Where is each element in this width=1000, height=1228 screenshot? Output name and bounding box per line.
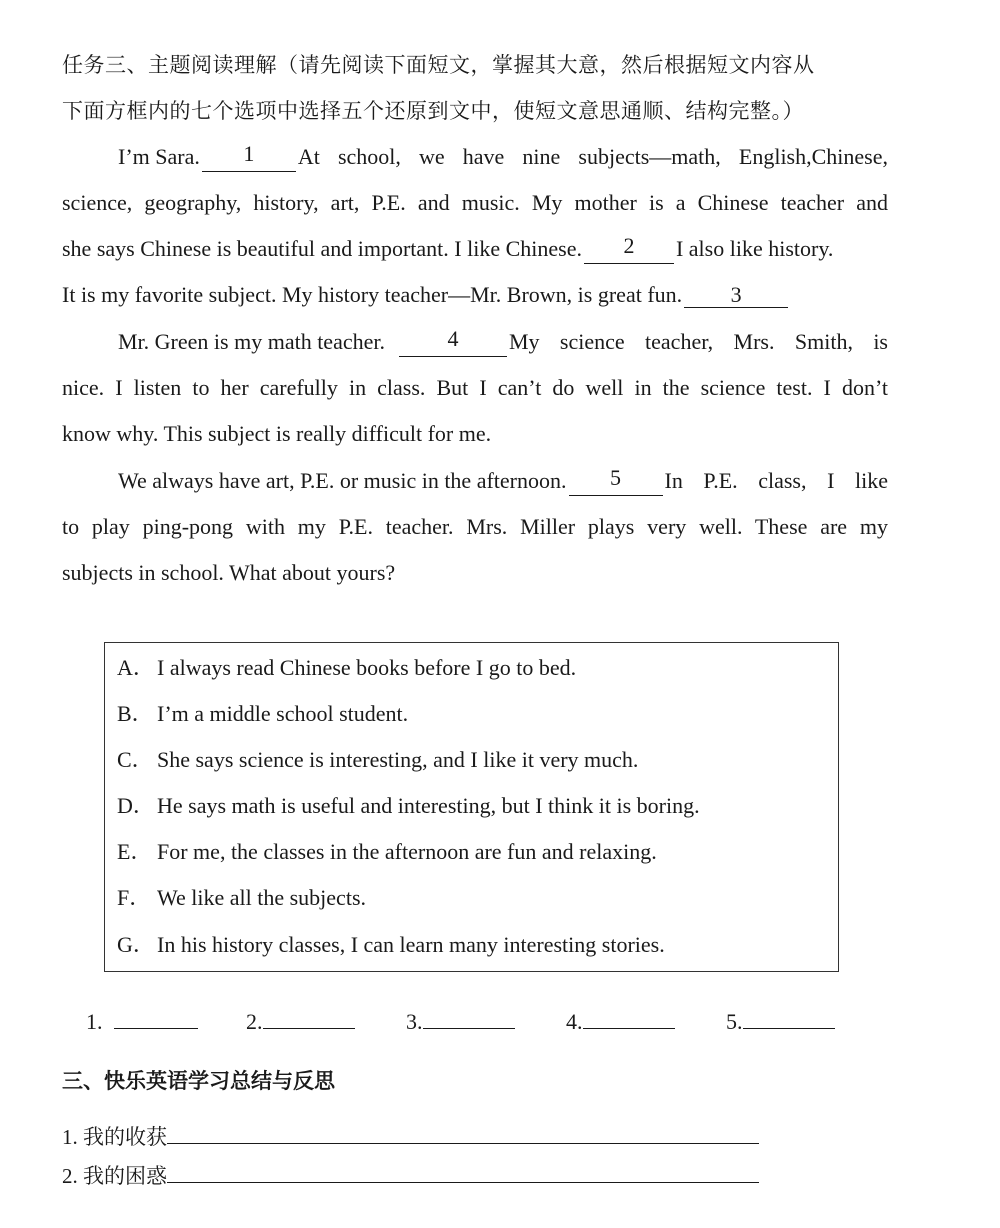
passage-line	[62, 234, 888, 264]
passage-text: I’m Sara.	[118, 144, 200, 169]
passage-line: subjects in school. What about yours?	[62, 560, 396, 585]
answer-blank-5[interactable]	[743, 1006, 835, 1029]
passage-line	[118, 142, 888, 172]
passage-text: It is my favorite subject. My history teacher—Mr. Brown, is great fun.	[62, 282, 683, 307]
answer-number: 2.	[246, 1009, 263, 1034]
passage-text: she says Chinese is beautiful and important. I like Chinese.	[62, 236, 582, 261]
passage-text: At school, we have nine subjects—math, English,Chinese,	[297, 144, 888, 169]
option-text: I always read Chinese books before I go to bed.	[157, 655, 577, 680]
option-c	[117, 745, 638, 775]
passage-text: In P.E. class, I like	[664, 468, 888, 493]
option-text: She says science is interesting, and I like it very much.	[157, 747, 639, 772]
option-e	[117, 837, 657, 867]
answer-1	[86, 1006, 198, 1037]
answer-5	[726, 1006, 835, 1037]
section-heading: 三、快乐英语学习总结与反思	[62, 1069, 335, 1093]
answer-3	[406, 1006, 515, 1037]
option-text: I’m a middle school student.	[157, 701, 409, 726]
answer-number: 3.	[406, 1009, 423, 1034]
passage-line: know why. This subject is really difficult for me.	[62, 421, 492, 446]
passage-line: science, geography, history, art, P.E. and music. My mother is a Chinese teacher and	[62, 190, 888, 215]
answer-2	[246, 1006, 355, 1037]
reflection-item-1	[62, 1121, 759, 1152]
option-a	[117, 653, 576, 683]
answer-blank-2[interactable]	[263, 1006, 355, 1029]
answer-number: 5.	[726, 1009, 743, 1034]
option-text: We like all the subjects.	[157, 885, 366, 910]
option-text: In his history classes, I can learn many interesting stories.	[157, 932, 665, 957]
task-instruction-line-1: 任务三、主题阅读理解（请先阅读下面短文，掌握其大意，然后根据短文内容从	[62, 53, 815, 77]
passage-line	[118, 327, 888, 357]
option-b	[117, 699, 408, 729]
option-text: For me, the classes in the afternoon are fun and relaxing.	[157, 839, 657, 864]
option-letter: G．	[117, 932, 155, 957]
options-box	[104, 642, 839, 972]
reflection-label: 我的困惑	[83, 1164, 167, 1188]
option-letter: A．	[117, 655, 155, 680]
blank-2[interactable]: 2	[584, 234, 674, 264]
reflection-input-1[interactable]	[167, 1121, 759, 1144]
passage-text: I also like history.	[675, 236, 834, 261]
answer-blank-4[interactable]	[583, 1006, 675, 1029]
passage-text: Mr. Green is my math teacher.	[118, 329, 385, 354]
passage-text: We always have art, P.E. or music in the afternoon.	[118, 468, 567, 493]
option-text: He says math is useful and interesting, but I think it is boring.	[157, 793, 700, 818]
option-letter: D．	[117, 793, 155, 818]
reflection-number: 2.	[62, 1164, 78, 1188]
passage-line	[62, 280, 790, 310]
option-letter: E．	[117, 839, 153, 864]
blank-4[interactable]: 4	[399, 327, 507, 357]
option-letter: F．	[117, 885, 152, 910]
option-f	[117, 883, 366, 913]
blank-3[interactable]: 3	[684, 283, 788, 308]
option-d	[117, 791, 700, 821]
passage-line: to play ping-pong with my P.E. teacher. Mrs. Miller plays very well. These are my	[62, 514, 888, 539]
option-letter: B．	[117, 701, 154, 726]
passage-line	[118, 466, 888, 496]
answer-blank-1[interactable]	[114, 1006, 198, 1029]
reflection-number: 1.	[62, 1125, 78, 1149]
blank-5[interactable]: 5	[569, 466, 663, 496]
answer-number: 4.	[566, 1009, 583, 1034]
option-letter: C．	[117, 747, 154, 772]
option-g	[117, 930, 665, 960]
reflection-label: 我的收获	[83, 1125, 167, 1149]
task-instruction-line-2: 下面方框内的七个选项中选择五个还原到文中，使短文意思通顺、结构完整。）	[62, 99, 804, 123]
passage-line: nice. I listen to her carefully in class. But I can’t do well in the science test. I don’t	[62, 375, 888, 400]
reflection-item-2	[62, 1160, 759, 1191]
answer-number: 1.	[86, 1009, 103, 1034]
passage-text: My science teacher, Mrs. Smith, is	[508, 329, 888, 354]
blank-1[interactable]: 1	[202, 142, 296, 172]
answer-blank-3[interactable]	[423, 1006, 515, 1029]
answer-4	[566, 1006, 675, 1037]
reflection-input-2[interactable]	[167, 1160, 759, 1183]
